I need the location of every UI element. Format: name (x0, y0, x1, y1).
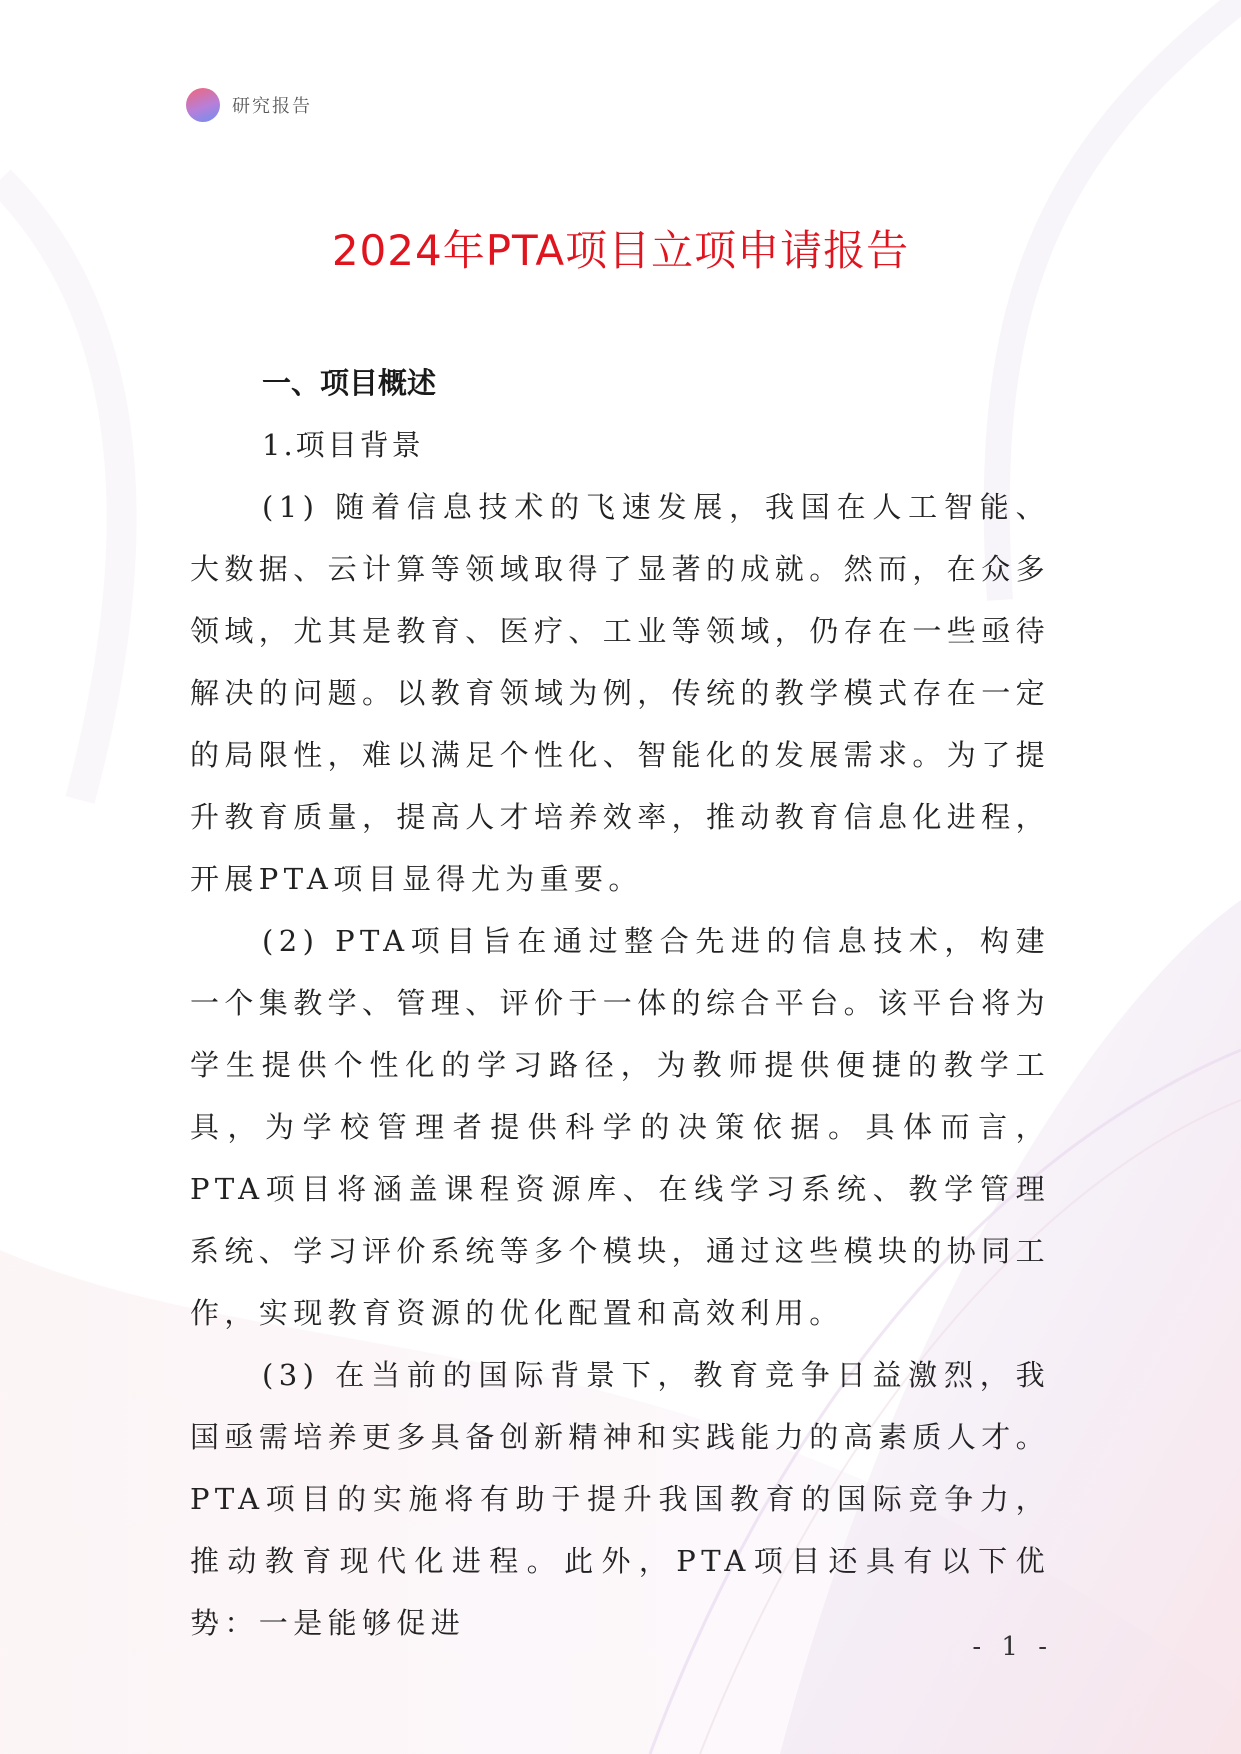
header-label: 研究报告 (232, 96, 312, 117)
paragraph-1: (1) 随着信息技术的飞速发展，我国在人工智能、大数据、云计算等领域取得了显著的成就。然而，在众多领域，尤其是教育、医疗、工业等领域，仍存在一些亟待解决的问题。以教育领域为例，传统的教学模式存在一定的局限性，难以满足个性化、智能化的发展需求。为了提升教育质量，提高人才培养效率，推动教育信息化进程，开展PTA项目显得尤为重要。 (190, 490, 1051, 896)
paragraph-3: (3) 在当前的国际背景下，教育竞争日益激烈，我国亟需培养更多具备创新精神和实践能力的高素质人才。PTA项目的实施将有助于提升我国教育的国际竞争力，推动教育现代化进程。此外，PTA项目还具有以下优势：一是能够促进 (190, 1358, 1051, 1640)
page-number: - 1 - (972, 1632, 1053, 1662)
logo-circle-icon (186, 88, 220, 122)
sub-heading: 1.项目背景 (262, 428, 424, 462)
section-heading: 一、项目概述 (262, 366, 437, 400)
document-body (190, 352, 1050, 1654)
paragraph-2: (2) PTA项目旨在通过整合先进的信息技术，构建一个集教学、管理、评价于一体的综合平台。该平台将为学生提供个性化的学习路径，为教师提供便捷的教学工具，为学校管理者提供科学的决策依据。具体而言，PTA项目将涵盖课程资源库、在线学习系统、教学管理系统、学习评价系统等多个模块，通过这些模块的协同工作，实现教育资源的优化配置和高效利用。 (190, 924, 1051, 1330)
document-header (186, 88, 312, 122)
document-title: 2024年PTA项目立项申请报告 (331, 226, 910, 275)
